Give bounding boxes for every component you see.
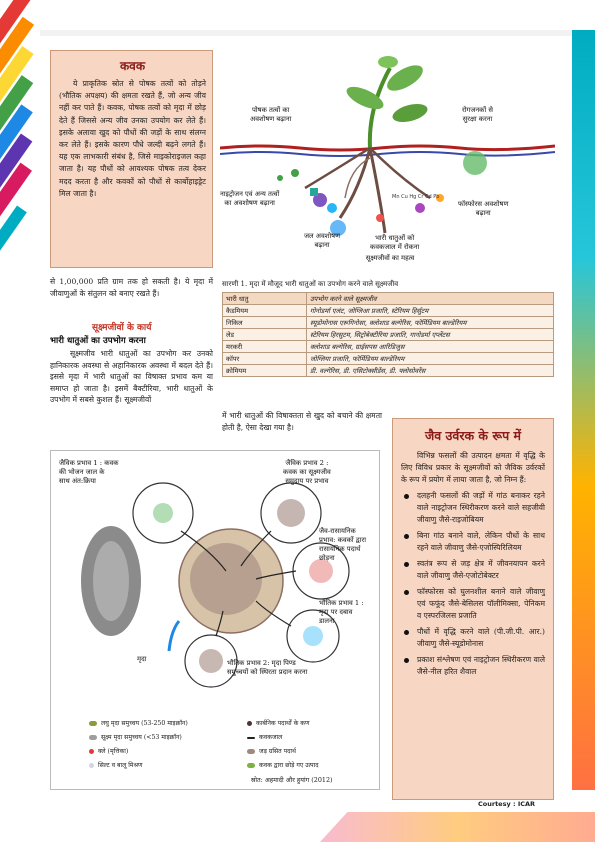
legend-swatch	[247, 737, 255, 739]
fungi-text: ये प्राकृतिक स्रोत से पोषक तत्वों को तोड़ने (भौतिक अपक्षय) की क्षमता रखते हैं, जो अन्य जीव नहीं कर पाते हैं। कवक, पोषक तत्वों को मृदा में छोड़ देते हैं जिससे अन्य जीव उनका उपयोग कर लेते हैं। इसके अलावा खुद को पौधों की जड़ों के साथ संलग्न कर लेते हैं। इसके कारण पौधे जल्दी बढ़ने लगते हैं। यह एक लाभकारी संबंध है, जिसे माइकोराइजल कहा जाता है। यह पौधों को आवश्यक पोषक तत्व देकर मदद करता है और कवकों को पौधों से कार्बोहाइड्रेट मिल जाता है।	[59, 79, 206, 198]
legend-label: लघु मृदा समुच्चय (53-250 माइक्रॉन)	[101, 720, 188, 727]
label-water: जल अवशोषण बढ़ाना	[304, 232, 341, 249]
legend-swatch	[89, 749, 94, 754]
legend-label: कार्बनिक पदार्थों के कण	[256, 720, 310, 727]
biofertilizer-intro: विभिन्न फसलों की उत्पादन क्षमता में वृद्धि के लिए विविध प्रकार के सूक्ष्मजीवों को जैविक उर्वरकों के रूप में प्रयोग में लाया जाता है, जो निम्न हैं:	[401, 451, 545, 484]
table-row	[223, 353, 554, 365]
soil-aggregate-illustration	[51, 451, 381, 711]
fungi-sidebar	[50, 50, 213, 268]
table-cell: स्यूडोमोनास एरूगिनोसा, क्लोशाड बल्गेरिस, फोर्मिडियम बाल्डेरियम	[307, 317, 554, 329]
legend-label: क्ले (मृत्तिका)	[98, 748, 129, 755]
label-phys1: भौतिक प्रभाव 1 : मृदा पर दबाव डालना	[319, 599, 364, 625]
legend-swatch	[89, 721, 97, 726]
table-cell: जोग्लिया प्रजाति, फोर्मिडियम बाल्डेरियम	[307, 353, 554, 365]
figure2-source: स्रोत: अहमादी और हुयांग (2012)	[251, 776, 333, 784]
bottom-decoration	[320, 812, 595, 842]
right-edge-gradient	[572, 30, 595, 790]
body-paragraph-3: में भारी धातुओं की विषाक्तता से खुद को बचाने की क्षमता होती है, ऐसा देखा गया है।	[222, 411, 382, 432]
legend-swatch	[89, 735, 97, 740]
header-cell: उपभोग करने वाले सूक्ष्मजीव	[307, 293, 554, 305]
label-metal: भारी धातुओं को कवकजाल में रोकना	[370, 234, 420, 251]
legend-swatch	[89, 763, 94, 768]
body-paragraph-1: से 1,00,000 प्रति ग्राम तक हो सकती है। ये मृदा में जीवाणुओं के संतुलन को बनाए रखते हैं।	[50, 277, 213, 298]
legend-swatch	[247, 721, 252, 726]
label-soil: मृदा	[137, 655, 147, 663]
microbe-importance-figure	[220, 48, 555, 266]
list-item: बिना गांठ बनाने वाले, लेकिन पौधों के साथ रहने वाले जीवाणु जैसे-एजोस्पिरिलियम	[401, 530, 545, 554]
metal-elements: Mn Cu Hg Cr Cd Pb	[392, 194, 440, 200]
list-item: प्रकाश संश्लेषण एवं नाइट्रोजन स्थिरीकरण वाले जैसे-नील हरित शैवाल	[401, 654, 545, 678]
table-cell: स्टेरियम हिरसुटम, सिट्रोबेक्टीरिया प्रजाति, गानोडर्मा एप्लेंटस	[307, 329, 554, 341]
legend-swatch	[247, 763, 255, 768]
table-caption: सारणी 1. मृदा में मौजूद भारी धातुओं का उपभोग करने वाले सूक्ष्मजीव	[222, 280, 399, 288]
label-chem: जैव-रासायनिक प्रभाव: कवकों द्वारा रासायनिक पदार्थ छोड़ना	[319, 527, 366, 562]
table-cell: क्लोशाड बल्गेरिस, ग्राईसपस आरिडिजुस	[307, 341, 554, 353]
table-row	[223, 365, 554, 377]
biofertilizer-box	[392, 418, 554, 800]
table-cell: निकिल	[223, 317, 307, 329]
legend-label: सिल्ट व बालू मिश्रण	[98, 762, 143, 769]
legend-label: कवकजाल	[259, 734, 283, 741]
fungi-effects-figure	[50, 450, 380, 790]
label-nutrient: पोषक तत्वों का अवशोषण बढ़ाना	[250, 106, 292, 123]
legend-label: सूक्ष्म मृदा समुच्चय (<53 माइक्रॉन)	[101, 734, 182, 741]
courtesy-note: Courtesy : ICAR	[478, 800, 536, 808]
table-cell: मरकरी	[223, 341, 307, 353]
legend-swatch	[247, 749, 255, 754]
table-cell: क्रोमियम	[223, 365, 307, 377]
header-cell: भारी धातु	[223, 293, 307, 305]
legend-label: जड़ ग्रसित पदार्थ	[259, 748, 296, 755]
list-item: दलहनी फसलों की जड़ों में गांठ बनाकर रहने वाले नाइट्रोजन स्थिरीकरण करने वाले सहजीवी जीवाणु जैसे-राइजोबियम	[401, 490, 545, 526]
label-phosphorus: फॉस्फोरस अवशोषण बढ़ाना	[458, 200, 509, 217]
label-phys2: भौतिक प्रभाव 2: मृदा पिण्ड समुच्चयों को स्थिरता प्रदान करना	[227, 659, 308, 676]
label-disease: रोगजनकों से सुरक्षा करना	[462, 106, 493, 123]
label-nitrogen: नाइट्रोजन एवं अन्य तत्वों का अवशोषण बढ़ाना	[220, 190, 280, 207]
table-cell: लेड	[223, 329, 307, 341]
table-cell: कॉपर	[223, 353, 307, 365]
table-cell: कैडमियम	[223, 305, 307, 317]
table-cell: डी. वल्गेरिस, डी. एसिटोक्सीडेंस, डी. फ्लोसोवरेंस	[307, 365, 554, 377]
table-row	[223, 329, 554, 341]
top-strip	[40, 30, 572, 36]
body-paragraph-2: सूक्ष्मजीव भारी धातुओं का उपभोग कर उनको हानिकारक अवस्था से अहानिकारक अवस्था में बदल देते हैं। इससे मृदा में भारी धातुओं का विषाक्त प्रभाव कम या समाप्त हो जाता है। इसमें बैक्टीरिया, भारी धातुओं के उपभोग में सबसे कुशल हैं। सूक्ष्मजीवों	[50, 349, 213, 404]
table-cell: गोनोडर्मा एलंट, जोग्लिआ प्रजाति, स्टेरियम हिर्सुटम	[307, 305, 554, 317]
biofertilizer-title: जैव उर्वरक के रूप में	[424, 428, 522, 443]
table-row	[223, 305, 554, 317]
subsection-heading: भारी धातुओं का उपभोग करना	[50, 336, 146, 346]
label-bio1: जैविक प्रभाव 1 : कवक की भोजन जाल के साथ अंत:क्रिया	[59, 459, 119, 485]
legend-label: कवक द्वारा छोड़े गए उत्पाद	[259, 762, 319, 769]
table-row	[223, 341, 554, 353]
label-bio2: जैविक प्रभाव 2 : कवक का सूक्ष्मजीव समुदाय पर प्रभाव	[283, 459, 331, 485]
list-item: स्वतंत्र रूप से जड़ क्षेत्र में जीवनयापन करने वाले जीवाणु जैसे-एजोटोबेक्टर	[401, 558, 545, 582]
list-item: फॉस्फोरस को घुलनशील बनाने वाले जीवाणु एवं फफूंद जैसे-बेसिलस पॉलीमिक्सा, पेनिकम व एस्परजिलस प्रजाति	[401, 586, 545, 622]
biofertilizer-list	[401, 490, 545, 678]
table-row	[223, 317, 554, 329]
section-heading: सूक्ष्मजीवों के कार्य	[92, 323, 152, 333]
metal-table	[222, 292, 554, 377]
table-header-row	[223, 293, 554, 305]
list-item: पौधों में वृद्धि करने वाले (पी.जी.पी. आर.) जीवाणु जैसे-स्यूडोमोनास	[401, 626, 545, 650]
fungi-title: कवक	[119, 59, 146, 73]
figure1-caption: सूक्ष्मजीवों का महत्व	[365, 254, 415, 262]
